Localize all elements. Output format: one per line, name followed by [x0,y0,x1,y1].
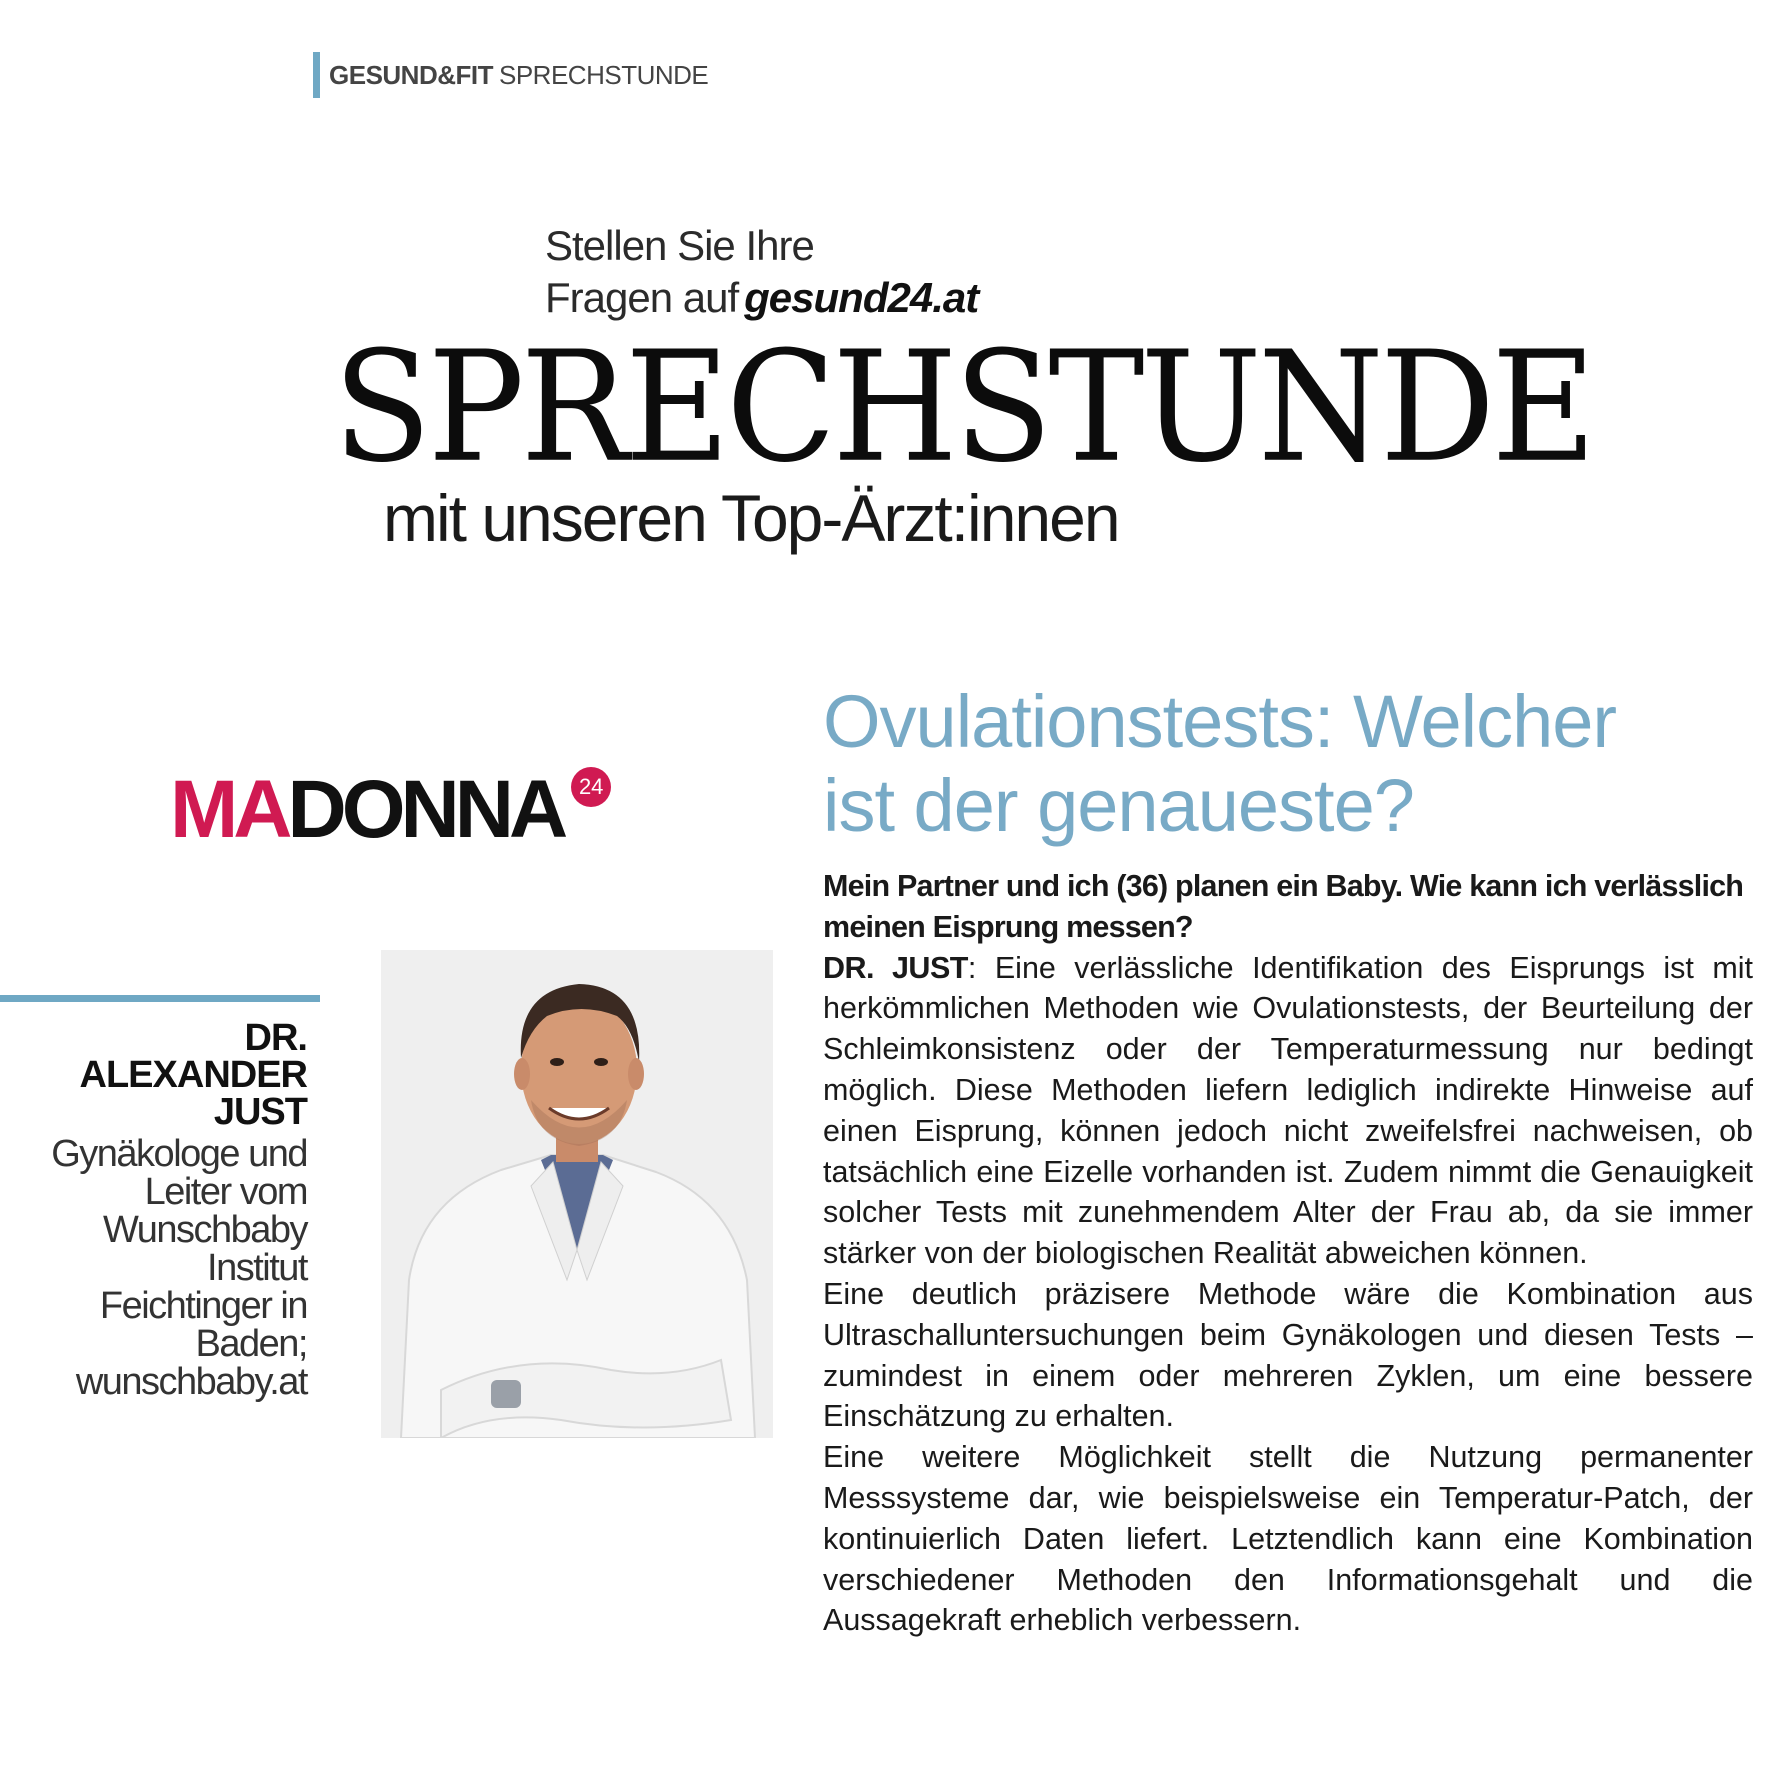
brand-logo [170,765,611,855]
section-accent-bar [313,52,320,98]
doctor-name-line: JUST [213,1091,307,1133]
answer-paragraph [823,948,1753,1274]
doctor-desc-line: Feichtinger in [99,1285,307,1327]
masthead-subtitle: mit unseren Top-Ärzt:innen [383,481,1119,555]
article-headline-line: ist der genaueste? [823,764,1414,847]
brand-logo-part-2: DONNA [287,764,564,855]
doctor-name-line: ALEXANDER [79,1054,307,1096]
intro-site-link[interactable]: gesund24.at [744,274,979,321]
doctor-desc-line: Institut [207,1247,307,1289]
intro-line-2 [545,272,978,324]
brand-logo-part-1: MA [170,764,288,855]
doctor-desc-line: Wunschbaby [103,1209,307,1251]
intro-text [545,220,978,324]
answer-label: DR. JUST [823,950,968,985]
section-name: GESUND&FIT [329,59,493,90]
reader-question: Mein Partner und ich (36) planen ein Baby. Wie kann ich verlässlich meinen Eisprung messen? [823,869,1744,944]
answer-paragraph: Eine deutlich präzisere Methode wäre die Kombination aus Ultraschalluntersuchungen beim Gynäkologen und diesen Tests – zumindest in einem oder mehreren Zyklen, um eine bessere Einschätzung zu erhalten. [823,1276,1753,1434]
answer-text: : Eine verlässliche Identifikation des Eisprungs ist mit herkömmlichen Methoden wie Ovulationstests, der Beurteilung der Schleimkonsistenz oder der Temperaturmessung nur bedingt möglich. Diese Methoden liefern lediglich indirekte Hinweise auf einen Eisprung, können jedoch nicht zweifelsfrei nachweisen, ob tatsächlich eine Eizelle vorhanden ist. Zudem nimmt die Genauigkeit solcher Tests mit zunehmendem Alter der Frau ab, da sie immer stärker von der biologischen Realität abweichen können. [823,950,1753,1271]
doctor-website-link[interactable]: wunschbaby.at [75,1361,307,1403]
doctor-name-line: DR. [244,1017,307,1059]
section-subname: SPRECHSTUNDE [499,59,709,90]
doctor-desc-line: Baden; [195,1323,307,1365]
article-headline [823,680,1743,848]
doctor-desc-line: Leiter vom [144,1171,307,1213]
answer-paragraph: Eine weitere Möglichkeit stellt die Nutzung permanenter Messsysteme dar, wie beispielsweise ein Temperatur-Patch, der kontinuierlich Daten liefert. Letztendlich kann eine Kombination verschiedener Methoden den Informationsgehalt und die Aussagekraft erheblich verbessern. [823,1440,1753,1638]
article-body [823,866,1753,1641]
doctor-name [0,1017,307,1133]
masthead-title: SPRECHSTUNDE [333,317,1593,496]
article-headline-line: Ovulationstests: Welcher [823,680,1617,763]
divider-rule [0,995,320,1002]
doctor-photo [381,950,773,1438]
doctor-info [0,1017,307,1403]
intro-line-2-prefix: Fragen auf [545,274,739,321]
doctor-description [0,1135,307,1401]
brand-badge: 24 [571,767,611,807]
section-header [313,52,708,98]
doctor-portrait-illustration [381,950,773,1438]
doctor-desc-line: Gynäkologe und [51,1133,307,1175]
intro-line-1: Stellen Sie Ihre [545,222,814,269]
